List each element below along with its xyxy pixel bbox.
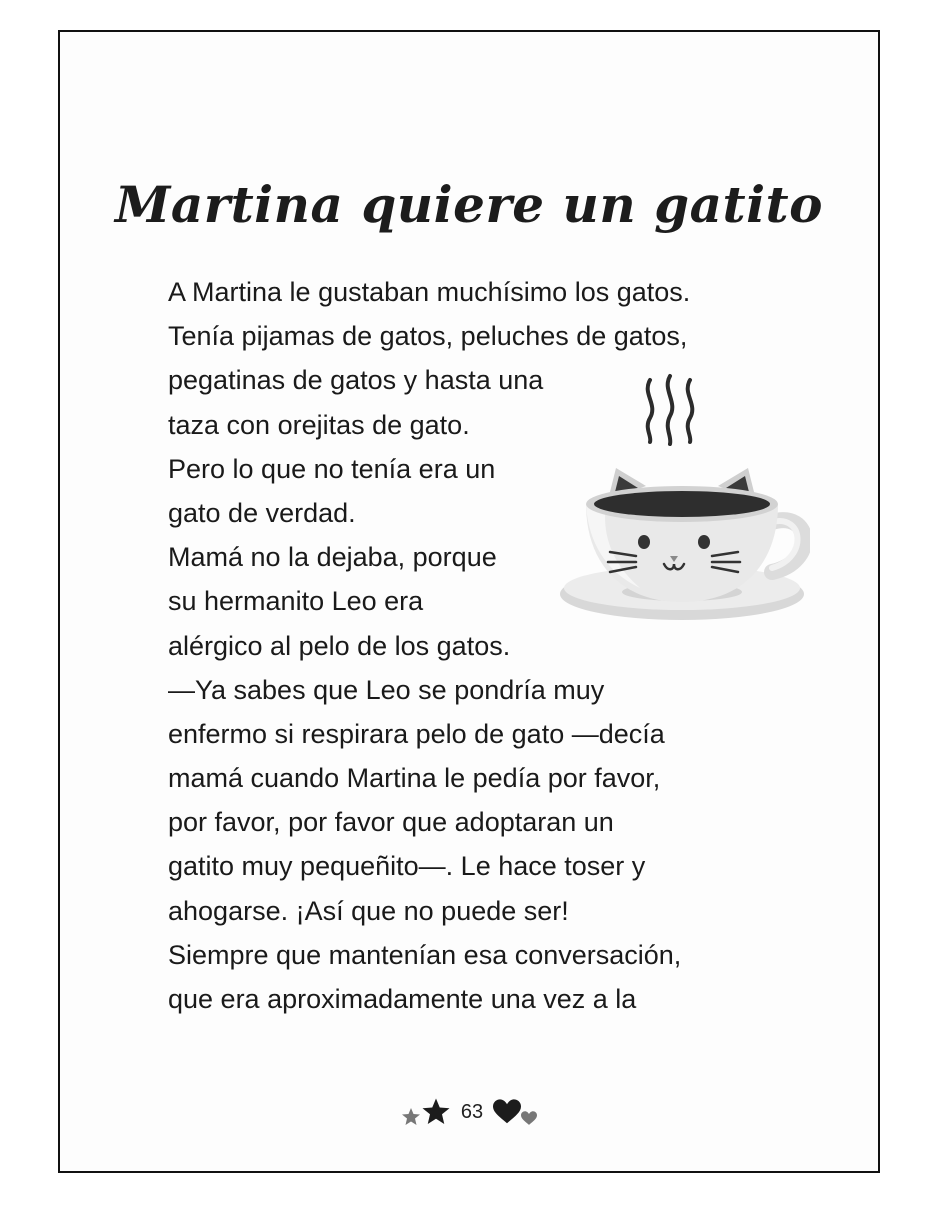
story-line: Mamá no la dejaba, porque bbox=[168, 542, 497, 573]
story-line: que era aproximadamente una vez a la bbox=[168, 984, 637, 1014]
story-line: alérgico al pelo de los gatos. bbox=[168, 630, 511, 661]
story-line: A Martina le gustaban muchísimo los gatos. bbox=[168, 277, 691, 307]
steam-icon bbox=[648, 376, 693, 444]
heart-icon bbox=[493, 1099, 521, 1125]
cat-cup-icon bbox=[550, 372, 810, 622]
story-line: ahogarse. ¡Así que no puede ser! bbox=[168, 895, 569, 926]
story-line: Pero lo que no tenía era un bbox=[168, 453, 496, 484]
story-line: gato de verdad. bbox=[168, 497, 356, 528]
story-line: —Ya sabes que Leo se pondría muy bbox=[168, 674, 605, 705]
page-number: 63 bbox=[460, 1100, 484, 1123]
story-line: pegatinas de gatos y hasta una bbox=[168, 365, 544, 396]
page-footer bbox=[60, 1092, 878, 1132]
story-line: enfermo si respirara pelo de gato —decía bbox=[168, 718, 665, 749]
story-line: gatito muy pequeñito—. Le hace toser y bbox=[168, 851, 646, 882]
story-line: mamá cuando Martina le pedía por favor, bbox=[168, 763, 661, 794]
small-heart-icon bbox=[521, 1111, 537, 1126]
story-title: Martina quiere un gatito bbox=[114, 175, 824, 234]
story-line: por favor, por favor que adoptaran un bbox=[168, 807, 614, 838]
story-line: Tenía pijamas de gatos, peluches de gatos, bbox=[168, 321, 688, 352]
small-star-icon bbox=[401, 1107, 421, 1127]
star-icon bbox=[421, 1097, 451, 1127]
book-page bbox=[58, 30, 880, 1173]
story-line: Siempre que mantenían esa conversación, bbox=[168, 939, 682, 970]
story-line: taza con orejitas de gato. bbox=[168, 409, 470, 440]
story-line: su hermanito Leo era bbox=[168, 586, 424, 617]
